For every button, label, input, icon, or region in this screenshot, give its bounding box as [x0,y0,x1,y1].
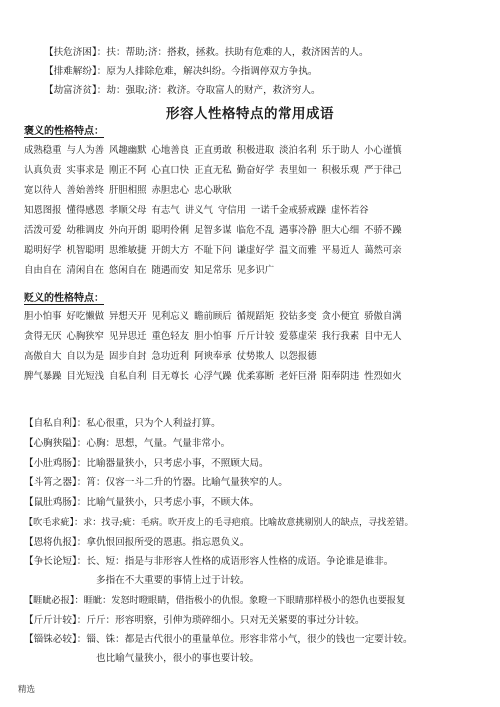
idiom: 善始善终 [66,185,105,196]
word-row [24,164,407,178]
idiom: 肝胆相照 [109,185,147,196]
section-heading-text: 贬义的性格特点： [24,293,104,304]
entry-definition: ：比喻气量狭小，只考虑小事，不顾大体。 [76,497,260,508]
idiom: 孝顺父母 [109,205,147,216]
entry-term: 【斤斤计较】 [24,615,77,626]
section-heading-positive [24,125,104,139]
idiom: 聪明伶俐 [151,225,190,236]
idiom: 胆小怕事 [24,311,62,322]
idiom: 高傲自大 [24,351,62,362]
idiom: 谦虚好学 [236,245,275,256]
entry-yazibibao [24,594,405,608]
entry-zisiziliu [24,417,221,431]
entry-definition: ：心胸：思想，气量。气量非常小。 [76,438,231,449]
entry-definition: ：睚眦：发怒时瞪眼睛，借指极小的仇恨。象瞪一下眼睛那样极小的怨仇也要报复 [74,595,406,606]
idiom: 胆小怕事 [194,331,232,342]
idiom: 不耻下问 [194,245,232,256]
idiom: 积极乐观 [321,165,360,176]
idiom: 贪得无厌 [24,331,62,342]
entry-xinxiongxiaai [24,437,230,451]
idiom: 风趣幽默 [109,145,147,156]
idiom: 临危不乱 [236,225,275,236]
entry-enjiangchoubao [24,536,249,550]
entry-shudujichang [24,496,259,510]
idiom: 足智多谋 [194,225,232,236]
idiom: 讲义气 [184,205,213,216]
idiom: 实事求是 [66,165,105,176]
idiom: 平易近人 [321,245,360,256]
idiom: 心直口快 [151,165,190,176]
idiom: 狡钻多变 [279,311,317,322]
entry-definition: ：拿仇恨回报所受的恩惠。指忘恩负义。 [76,537,250,548]
entry-term: 【排难解纷】 [44,66,97,77]
entry-term: 【鼠肚鸡肠】 [24,497,77,508]
idiom: 温文而雅 [279,245,317,256]
idiom: 与人为善 [66,145,105,156]
idiom: 自私自利 [109,371,147,382]
word-row [24,204,374,218]
entry-jiefujipin [44,84,321,98]
idiom: 重色轻友 [151,331,190,342]
idiom: 见异思迁 [109,331,147,342]
idiom: 幼稚调皮 [66,225,105,236]
entry-term: 【锱铢必较】 [24,634,77,645]
idiom: 以怨报德 [279,351,317,362]
idiom: 清闲自在 [66,265,105,276]
word-row [24,264,279,278]
word-row [24,184,237,198]
idiom: 异想天开 [109,311,147,322]
idiom: 悠闲自在 [109,265,147,276]
idiom: 聪明好学 [24,245,62,256]
idiom: 目光短浅 [66,371,105,382]
section-heading-text: 褒义的性格特点： [24,126,104,137]
idiom: 见多识广 [236,265,275,276]
entry-term: 【睚眦必报】 [24,595,75,606]
entry-definition: ：比喻器量狭小，只考虑小事，不照顾大局。 [76,458,269,469]
entry-continuation: 多指在不大重要的事情上过于计较。 [96,575,250,586]
word-row [24,330,407,344]
entry-doushaozhiqi [24,476,288,490]
entry-term: 【争长论短】 [24,556,77,567]
idiom: 刚正不阿 [109,165,147,176]
word-row [24,144,407,158]
word-row [24,350,322,364]
idiom: 骄傲自满 [364,311,402,322]
idiom: 乐于助人 [321,145,360,156]
word-row [24,370,407,384]
idiom: 知恩图报 [24,205,62,216]
idiom: 忠心耿耿 [194,185,232,196]
idiom: 自以为是 [66,351,105,362]
idiom: 有志气 [151,205,180,216]
entry-zhengchanglunduan [24,555,393,569]
idiom: 活泼可爱 [24,225,62,236]
entry-term: 【扶危济困】 [44,47,97,58]
entry-term: 【心胸狭隘】 [24,438,77,449]
entry-painanjiefen [44,65,317,79]
idiom: 心地善良 [151,145,190,156]
idiom: 守信用 [217,205,246,216]
idiom: 目无尊长 [151,371,190,382]
entry-definition: ：劫：强取;济：救济。夺取富人的财产，救济穷人。 [96,85,321,96]
entry-chuimaoqiuci [24,516,414,530]
idiom: 遇事冷静 [279,225,317,236]
idiom: 思维敏捷 [109,245,147,256]
entry-jinjinjijiao [24,614,365,628]
entry-fuweijikun [44,46,369,60]
entry-term: 【恩将仇报】 [24,537,77,548]
idiom: 外向开朗 [109,225,147,236]
page-title: 形容人性格特点的常用成语 [166,106,334,122]
idiom: 不骄不躁 [364,225,402,236]
idiom: 赤胆忠心 [151,185,190,196]
entry-definition: ：斤斤：形容明察，引伸为琐碎细小。只对无关紧要的事过分计较。 [76,615,365,626]
idiom: 随遇而安 [151,265,190,276]
idiom: 贪小便宜 [321,311,360,322]
idiom: 表里如一 [279,165,317,176]
idiom: 老奸巨滑 [279,371,317,382]
entry-definition: ：筲：仅容一斗二升的竹器。比喻气量狭窄的人。 [76,477,288,488]
idiom: 性烈如火 [364,371,402,382]
idiom: 蔼然可亲 [364,245,402,256]
idiom: 爱慕虚荣 [279,331,317,342]
idiom: 阿谀奉承 [194,351,232,362]
idiom: 瞻前顾后 [194,311,232,322]
entry-definition: ：扶：帮助;济：搭救，拯救。扶助有危难的人，救济困苦的人。 [96,47,369,58]
idiom: 优柔寡断 [236,371,275,382]
idiom: 淡泊名利 [279,145,317,156]
entry-definition: ：原为人排除危难，解决纠纷。今指调停双方争执。 [96,66,318,77]
entry-definition: ：长、短：指是与非形容人性格的成语形容人性格的成语。争论谁是谁非。 [76,556,394,567]
idiom: 急功近利 [151,351,190,362]
idiom: 一诺千金戒骄戒躁 [250,205,326,216]
footer-label: 精选 [18,685,36,695]
entry-definition: ：私心很重，只为个人利益打算。 [76,418,221,429]
idiom: 宽以待人 [24,185,62,196]
idiom: 知足常乐 [194,265,232,276]
entry-continuation: 也比喻气量狭小，很小的事也要计较。 [96,653,260,664]
idiom: 认真负责 [24,165,62,176]
idiom: 见利忘义 [151,311,190,322]
entry-definition: ：求：找寻;疵：毛病。吹开皮上的毛寻疤痕。比喻故意挑剔别人的缺点，寻找差错。 [74,518,414,528]
entry-definition: ：锱、铢：都是古代很小的重量单位。形容非常小气，很少的钱也一定要计较。 [76,634,413,645]
section-heading-negative [24,292,104,306]
entry-term: 【小肚鸡肠】 [24,458,77,469]
idiom: 自由自在 [24,265,62,276]
idiom: 小心谨慎 [364,145,402,156]
idiom: 好吃懒做 [66,311,105,322]
idiom: 斤斤计较 [236,331,275,342]
idiom: 成熟稳重 [24,145,62,156]
entry-term: 【吹毛求疵】 [24,518,75,528]
word-row [24,310,407,324]
idiom: 固步自封 [109,351,147,362]
idiom: 机智聪明 [66,245,105,256]
idiom: 心浮气躁 [194,371,232,382]
idiom: 心胸狭窄 [66,331,105,342]
entry-term: 【斗筲之器】 [24,477,77,488]
entry-term: 【自私自利】 [24,418,77,429]
word-row [24,224,407,238]
idiom: 脾气暴躁 [24,371,62,382]
entry-zizhubijiao [24,633,413,647]
idiom: 懂得感恩 [66,205,105,216]
idiom: 开朗大方 [151,245,190,256]
entry-xiaodujichang [24,457,269,471]
idiom: 仗势欺人 [236,351,275,362]
idiom: 虚怀若谷 [330,205,369,216]
idiom: 严于律己 [364,165,402,176]
idiom: 正直无私 [194,165,232,176]
idiom: 正直勇敢 [194,145,232,156]
idiom: 阳奉阴违 [321,371,360,382]
idiom: 目中无人 [364,331,402,342]
word-row [24,244,407,258]
idiom: 胆大心细 [321,225,360,236]
idiom: 我行我素 [321,331,360,342]
idiom: 勤奋好学 [236,165,275,176]
entry-term: 【劫富济贫】 [44,85,97,96]
idiom: 积极进取 [236,145,275,156]
idiom: 循规蹈矩 [236,311,275,322]
